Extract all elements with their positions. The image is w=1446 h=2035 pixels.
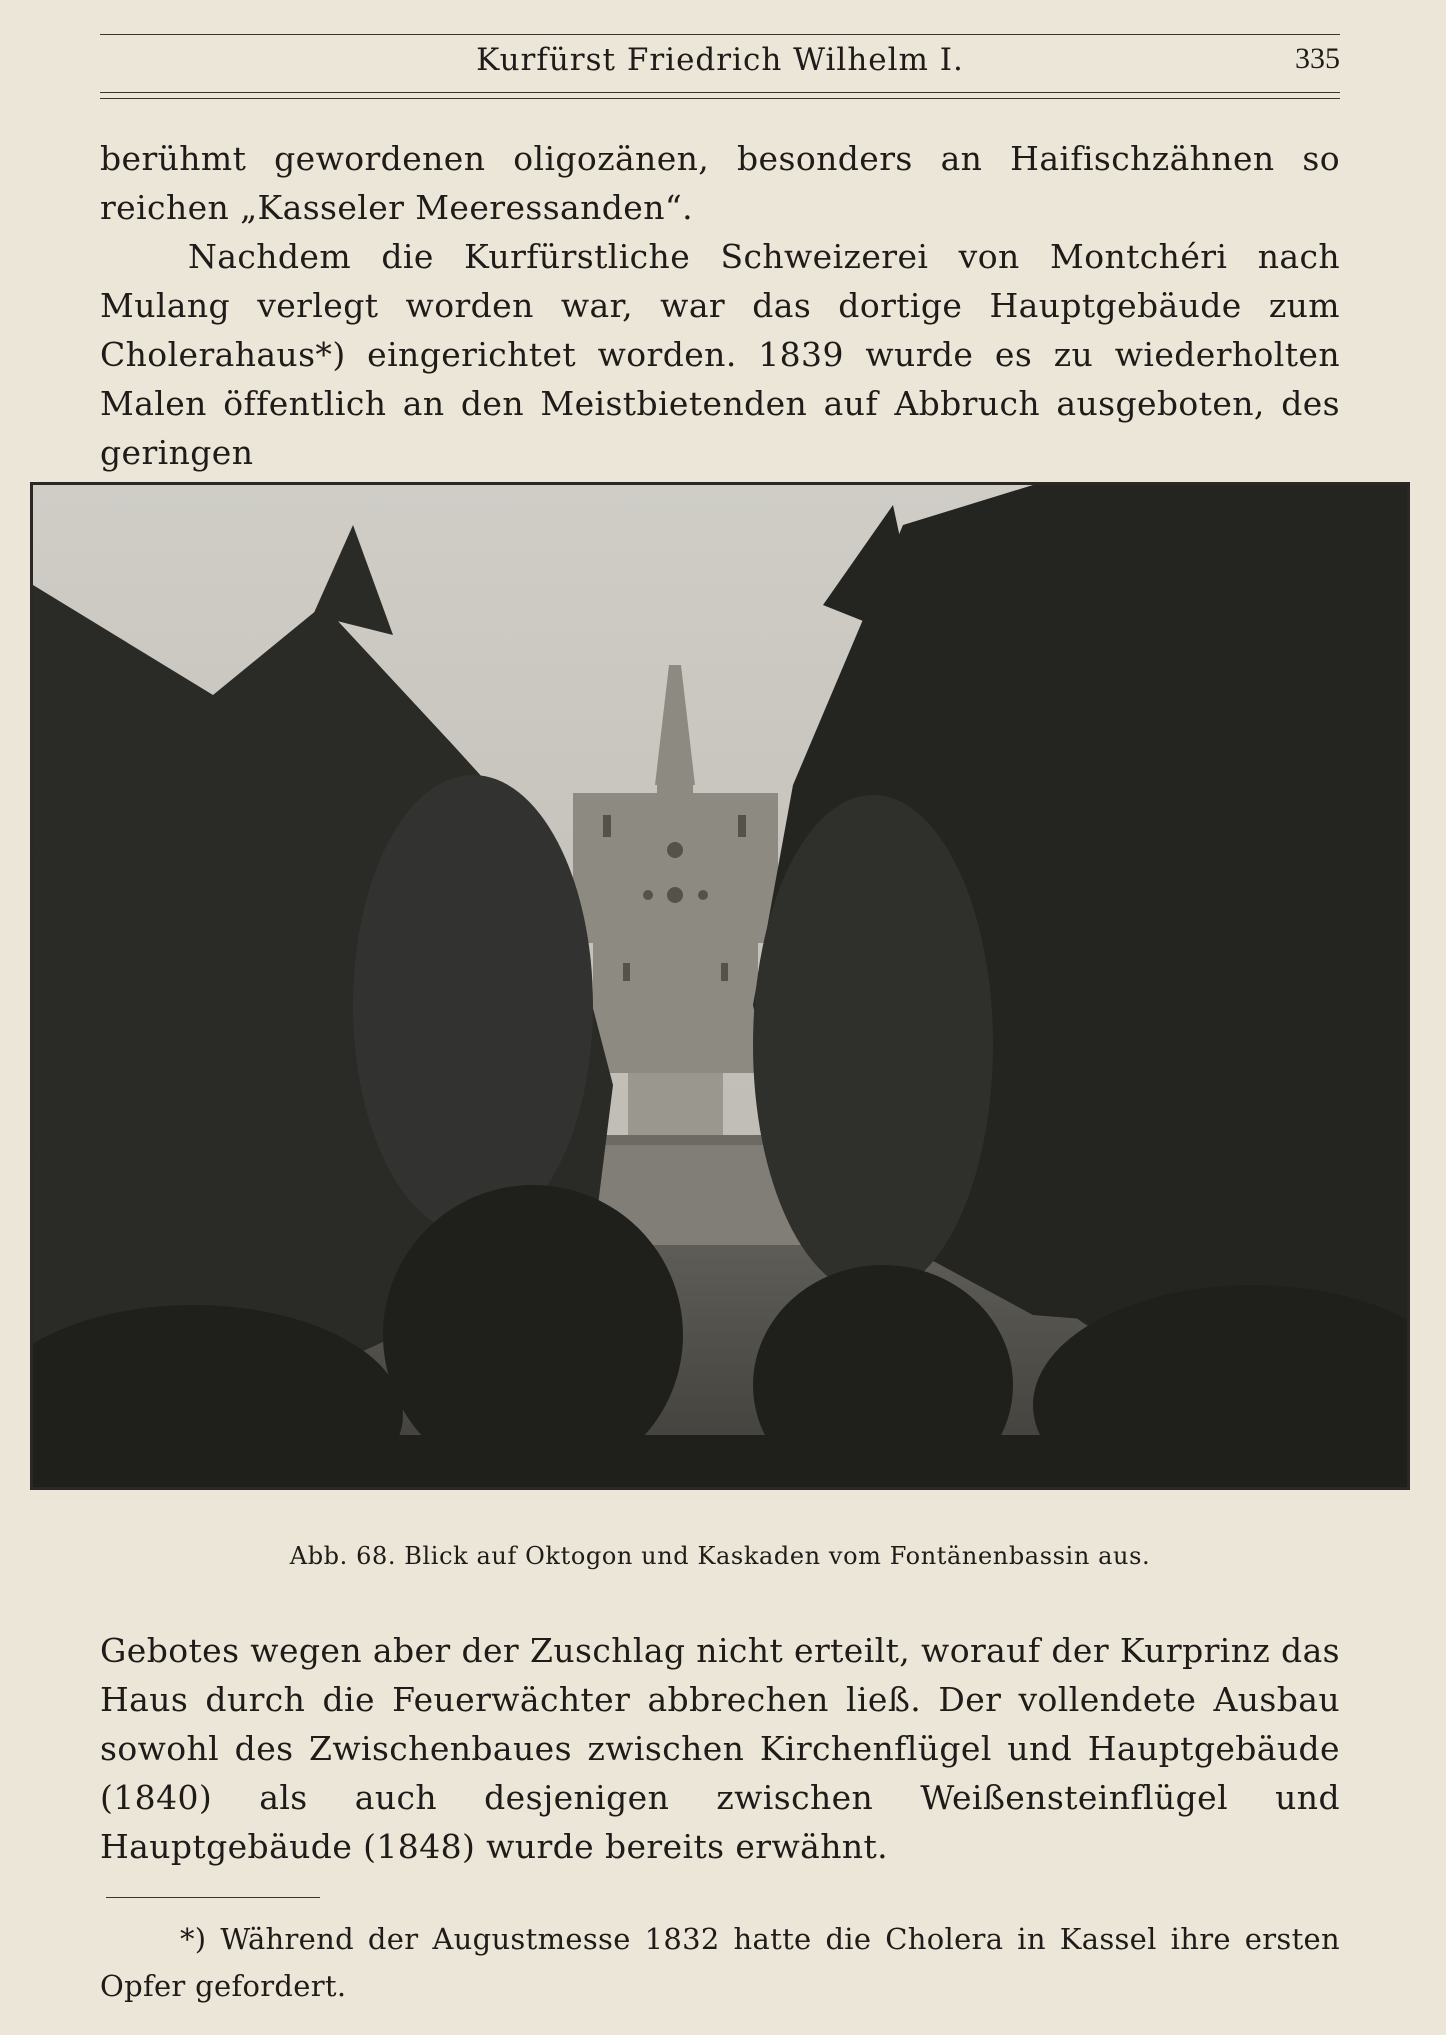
bottom-text-block (100, 1626, 1340, 1871)
header-rule-top (100, 34, 1340, 35)
right-tree-mass (753, 485, 1407, 1355)
header-rule-bottom (100, 92, 1340, 93)
paragraph-continuation: berühmt gewordenen oligozänen, besonders an Haifischzähnen so reichen „Kasseler Meeressanden“. (100, 139, 1340, 227)
paragraph-gebotes: Gebotes wegen aber der Zuschlag nicht erteilt, worauf der Kurprinz das Haus durch die Feuerwächter abbrechen ließ. Der vollendete Ausbau sowohl des Zwischenbaues zwischen Kirchenflügel und Hauptgebäude (1840) als auch desjenigen zwischen Weißensteinflügel und Hauptgebäude (1848) wurde bereits erwähnt. (100, 1631, 1340, 1866)
paragraph-schweizerei: Nachdem die Kurfürstliche Schweizerei von Montchéri nach Mulang verlegt worden war, war das dortige Hauptgebäude zum Cholerahaus*) eingerichtet worden. 1839 wurde es zu wiederholten Malen öffentlich an den Meistbietenden auf Abbruch ausgeboten, des geringen (100, 237, 1340, 472)
footnote: *) Während der Augustmesse 1832 hatte die Cholera in Kassel ihre ersten Opfer gefordert. (100, 1922, 1340, 2003)
running-header-title: Kurfürst Friedrich Wilhelm I. (476, 42, 964, 78)
page-number: 335 (1295, 42, 1340, 75)
header-rule-bottom-thin (100, 98, 1340, 99)
top-text-block (100, 134, 1340, 477)
figure-caption: Abb. 68. Blick auf Oktogon und Kaskaden vom Fontänenbassin aus. (289, 1542, 1151, 1570)
figure-photograph (30, 482, 1410, 1490)
oktogon-park-illustration (33, 485, 1407, 1487)
footnote-separator (106, 1897, 320, 1898)
